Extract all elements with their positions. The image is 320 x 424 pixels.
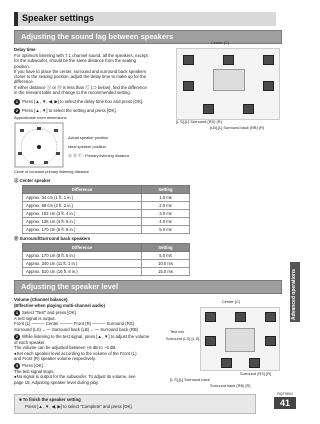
section-heading-speaker-level xyxy=(14,280,282,294)
table-cell: 5.0 ms xyxy=(142,226,190,234)
text-line: ●Set each speaker level according to the volume of the Front (L) xyxy=(14,350,137,356)
speaker-back-right xyxy=(243,104,254,114)
table-row xyxy=(23,226,190,234)
finish-box xyxy=(14,394,256,414)
surround-left-label: Surround (LS) [L S] xyxy=(166,336,200,341)
delay-setting-screen xyxy=(176,40,280,120)
step-number-1: 1 xyxy=(15,99,19,104)
page-code: RQT9894 xyxy=(277,392,293,396)
section-title: Adjusting the speaker level xyxy=(21,282,119,291)
step-number-2: 2 xyxy=(15,334,19,339)
center-label: Center (C) xyxy=(222,299,241,304)
speaker-surround-left xyxy=(183,81,194,91)
page-title: Speaker settings xyxy=(22,13,95,23)
listening-position-box xyxy=(213,69,245,91)
speaker-back-left xyxy=(203,104,214,114)
text-line: position. xyxy=(14,63,31,69)
table-cell: 4.0 ms xyxy=(142,218,190,226)
table-row xyxy=(23,252,190,260)
step-text: Press [▲, ▼] to select the setting and press [OK]. xyxy=(22,108,117,114)
actual-position-label: Actual speaker position xyxy=(68,135,109,140)
center-speaker-table xyxy=(22,185,190,234)
table-header-row xyxy=(23,244,190,252)
speaker-surround-left xyxy=(205,336,216,346)
text-line: The volume can be adjusted between +6 dB to −6 dB. xyxy=(14,345,117,351)
text-line: For optimum listening with 7.1 channel sound, all the speakers, except xyxy=(14,53,148,58)
table-cell: 15.0 ms xyxy=(142,268,190,276)
surround-right-label: Surround (RS) [R] xyxy=(240,371,272,376)
text-line: for the subwoofer, should be the same distance from the seating xyxy=(14,58,137,64)
table-cell: 1.0 ms xyxy=(142,194,190,202)
table-a-heading: Ⓐ Center speaker xyxy=(14,178,51,183)
text-line: Front (L) ——— Center ——— Front (R) ——— Surround (RS) xyxy=(14,321,135,327)
speaker-front-left xyxy=(183,55,194,65)
text-line: The test signal stops. xyxy=(14,369,55,374)
text-line: closer to the seating position, adjust the delay time to make up for the xyxy=(14,74,147,80)
speaker-front-right xyxy=(265,312,276,322)
room-diagram xyxy=(14,122,64,168)
column-header: Setting xyxy=(142,186,190,194)
table-cell: Approx. 340 cm (11 ft. 1 in.) xyxy=(23,260,142,268)
table-cell: 5.0 ms xyxy=(142,252,190,260)
table-row xyxy=(23,260,190,268)
table-cell: Approx. 136 cm (4 ft. 5 in.) xyxy=(23,218,142,226)
speaker-center xyxy=(235,312,246,322)
ideal-position-label: Ideal speaker position xyxy=(68,144,106,149)
column-header: Difference xyxy=(23,186,142,194)
speaker-back-right xyxy=(249,358,260,368)
page-number-block xyxy=(274,392,296,409)
delay-description xyxy=(14,53,172,95)
volume-step-1 xyxy=(14,310,164,332)
surround-label: [L S],[L] Surround (RS) (R) xyxy=(176,119,222,124)
step-text: Select "Test" and press [OK]. xyxy=(22,310,78,316)
text-line: If you have to place the center, surround and surround back speakers xyxy=(14,68,147,74)
text-line: Surround (LS) ←— Surround back (LB) ←— Surround back (RB) xyxy=(14,326,139,332)
speaker-surround-right xyxy=(263,81,274,91)
primary-distance-label: Ⓐ Ⓑ Ⓒ : Primary listening distance xyxy=(68,153,130,158)
table-row xyxy=(23,194,190,202)
header-mark xyxy=(14,12,18,26)
text-line: ●No signal is output for the subwoofer. To adjust its volume, see xyxy=(14,374,136,380)
table-cell: Approx. 170 cm (5 ft. 6 in.) xyxy=(23,252,142,260)
table-row xyxy=(23,268,190,276)
text-line: in the relevant table and change to the recommended setting. xyxy=(14,90,131,96)
table-cell: Approx. 170 cm (5 ft. 6 in.) xyxy=(23,226,142,234)
speaker-front-right xyxy=(263,55,274,65)
volume-title: Volume (Channel balance) xyxy=(14,297,68,302)
column-header: Difference xyxy=(23,244,142,252)
text-line: page 18, Adjusting speaker level during play. xyxy=(14,379,99,385)
circle-label: Circle of constant primary listening distance xyxy=(14,169,90,174)
finish-text: Press [▲, ▼, ◀, ▶] to select "Complete" and press [OK]. xyxy=(25,404,133,409)
text-line: If either distance Ⓐ or Ⓑ is less than Ⓒ (⇒ below), find the difference xyxy=(14,84,147,90)
table-cell: Approx. 510 cm (16 ft. 8 in.) xyxy=(23,268,142,276)
text-line: A test signal is output. xyxy=(14,316,56,321)
table-cell: 2.0 ms xyxy=(142,202,190,210)
side-tab-label: Advanced operations xyxy=(291,269,297,320)
delay-step-1 xyxy=(14,99,174,105)
column-header: Setting xyxy=(142,244,190,252)
speaker-front-left xyxy=(205,312,216,322)
speaker-surround-right xyxy=(265,336,276,346)
section-heading-sound-lag xyxy=(14,30,282,44)
text-line: of each speaker. xyxy=(14,340,46,345)
page-header xyxy=(14,12,276,26)
step-number-1: 1 xyxy=(15,310,19,315)
surround-speaker-table xyxy=(22,243,190,276)
test-box xyxy=(225,328,255,352)
step-number-2: 2 xyxy=(15,108,19,113)
step-text: Press [OK]. xyxy=(22,363,44,369)
volume-step-3 xyxy=(14,363,164,385)
table-cell: Approx. 34 cm (1 ft. 1 in.) xyxy=(23,194,142,202)
text-line: and Front (R) speaker volume respectively. xyxy=(14,355,96,361)
table-row xyxy=(23,218,190,226)
table-b-heading: Ⓑ Surround/Surround back speakers xyxy=(14,236,91,241)
center-label: Center (C) xyxy=(211,40,230,45)
volume-setting-screen xyxy=(200,307,280,371)
effective-note: (Effective when playing multi-channel audio) xyxy=(14,303,105,308)
speaker-back-left xyxy=(221,358,232,368)
side-tab xyxy=(290,262,300,322)
volume-step-2 xyxy=(14,334,164,361)
back-right-label: Surround back (RB) [R] xyxy=(210,383,251,388)
section-title: Adjusting the sound lag between speakers xyxy=(21,32,174,41)
speaker-center xyxy=(223,55,234,65)
back-left-label: [L S],[L] Surround back xyxy=(170,377,210,382)
table-cell: 3.0 ms xyxy=(142,210,190,218)
table-row xyxy=(23,210,190,218)
table-cell: Approx. 68 cm (2 ft. 2 in.) xyxy=(23,202,142,210)
table-cell: 10.0 ms xyxy=(142,260,190,268)
finish-title: ■ To finish the speaker setting xyxy=(19,397,81,402)
step-number-3: 3 xyxy=(15,363,19,368)
delay-title: Delay time xyxy=(14,47,36,52)
approx-room-label: Approximate room dimensions xyxy=(14,115,67,120)
step-text: Press [▲, ▼, ◀, ▶] to select the delay time box and press [OK]. xyxy=(22,99,144,105)
step-text: While listening to the test signal, press [▲, ▼] to adjust the volume xyxy=(22,334,150,340)
table-header-row xyxy=(23,186,190,194)
table-row xyxy=(23,202,190,210)
page-number: 41 xyxy=(274,397,296,409)
test-label: Test mix xyxy=(170,329,185,334)
table-cell: Approx. 102 cm (3 ft. 4 in.) xyxy=(23,210,142,218)
text-line: difference. xyxy=(14,79,34,85)
delay-step-2 xyxy=(14,108,174,114)
surround-back-label: [LB],[L] Surround back (RB) (R) xyxy=(210,125,265,130)
